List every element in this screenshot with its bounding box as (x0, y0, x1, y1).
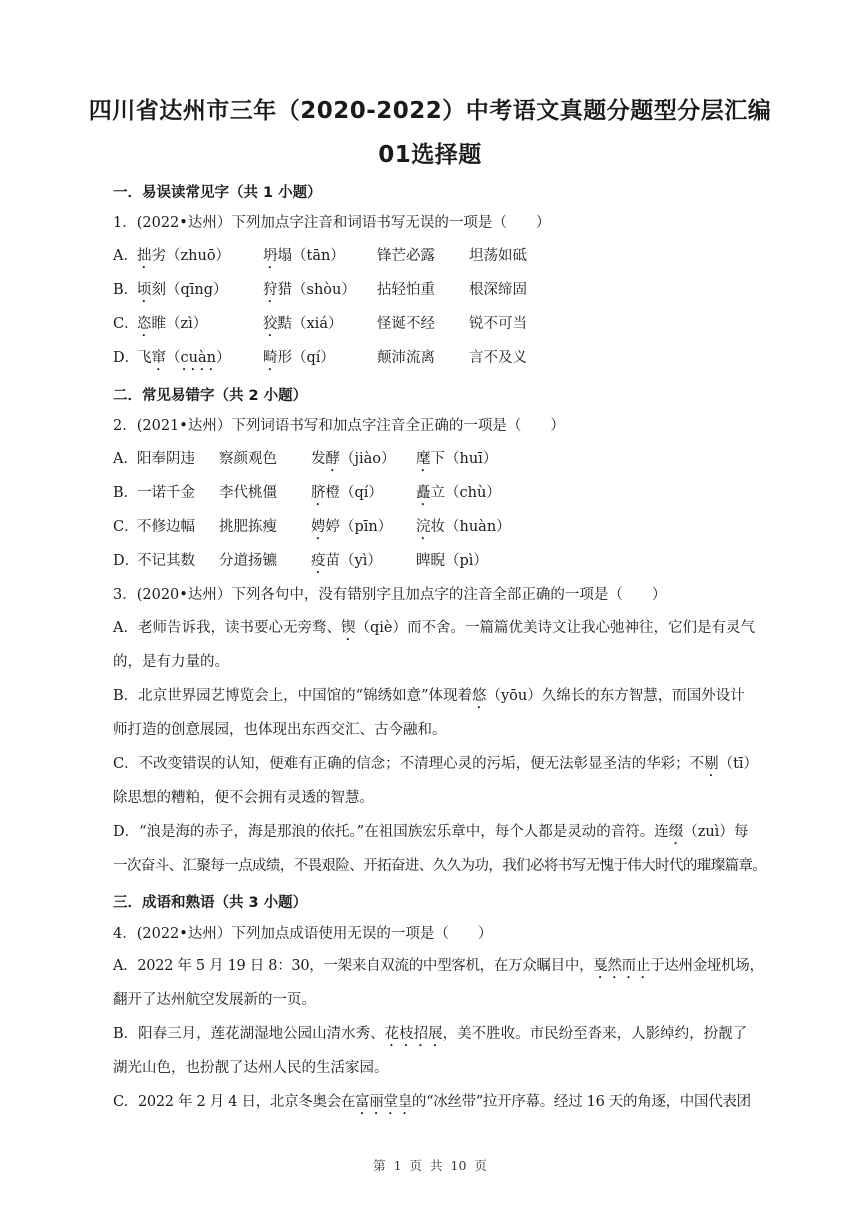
option-word-3: 怪诞不经 (377, 316, 435, 332)
option-word-1: 拙劣（zhuō） (137, 248, 231, 264)
option-label: C． (113, 519, 139, 535)
section-heading: 三．成语和熟语（共 3 小题） (113, 895, 308, 911)
q3-option-d-line2: 一次奋斗、汇聚每一点成绩，不畏艰险、开拓奋进、久久为功，我们必将书写无愧于伟大时代的璀璨篇章。 (113, 858, 767, 874)
document-subtitle: 01选择题 (378, 142, 482, 168)
q4-option-c-line1: C．2022 年 2 月 4 日，北京冬奥会在富丽堂皇的“冰丝带”拉开序幕。经过 16 天的角逐，中国代表团 (113, 1094, 751, 1110)
option-word-4: 锐不可当 (469, 316, 527, 332)
option-word-1: 阳奉阴违 (137, 451, 195, 467)
q3-option-d-line1: D．“浪是海的赤子，海是那浪的依托。”在祖国族宏乐章中，每个人都是灵动的音符。连缀（zuì）每 (113, 824, 749, 840)
q3-option-c-line1: C．不改变错误的认知，便难有正确的信念；不清理心灵的污垢，便无法彰显圣洁的华彩；不剔（tī） (113, 756, 759, 772)
option-word-1: 飞窜（cuàn） (137, 350, 231, 366)
option-word-1: 顷刻（qīng） (137, 282, 228, 298)
option-word-4: 言不及义 (469, 350, 527, 366)
option-word-2: 分道扬镳 (219, 553, 277, 569)
total-page-count: 10 (450, 1158, 467, 1173)
option-word-2: 狡黠（xiá） (263, 316, 343, 332)
footer-text: 页 (409, 1158, 423, 1173)
document-title: 四川省达州市三年（2020-2022）中考语文真题分题型分层汇编 (88, 98, 772, 124)
option-label: B． (113, 485, 139, 501)
option-label: A． (113, 248, 138, 264)
option-label: D． (113, 350, 140, 366)
option-label: A． (113, 451, 138, 467)
option-word-1: 恣睢（zì） (137, 316, 208, 332)
q3-option-a-line2: 的，是有力量的。 (113, 654, 229, 670)
section-heading: 一．易误读常见字（共 1 小题） (113, 185, 322, 201)
option-word-3: 锋芒必露 (377, 248, 435, 264)
q3-option-b-line1: B．北京世界园艺博览会上，中国馆的“锦绣如意”体现着悠（yōu）久绵长的东方智慧，而国外设计 (113, 688, 745, 704)
q4-option-a-line2: 翻开了达州航空发展新的一页。 (113, 992, 316, 1008)
question-stem: 3．(2020•达州）下列各句中，没有错别字且加点字的注音全部正确的一项是（ ） (113, 587, 667, 603)
option-word-4: 坦荡如砥 (469, 248, 527, 264)
option-word-2: 畸形（qí） (263, 350, 335, 366)
q4-option-b-line2: 湖光山色，也扮靓了达州人民的生活家园。 (113, 1060, 389, 1076)
q3-option-b-line2: 师打造的创意展园，也体现出东西交汇、古今融和。 (113, 722, 447, 738)
option-word-3: 娉婷（pīn） (311, 519, 393, 535)
q4-option-a-line1: A．2022 年 5 月 19 日 8：30，一架来自双流的中型客机，在万众瞩目中，戛然而止于达州金垭机场， (113, 958, 764, 974)
option-word-4: 睥睨（pì） (416, 553, 488, 569)
question-stem: 1．(2022•达州）下列加点字注音和词语书写无误的一项是（ ） (113, 215, 551, 231)
footer-text: 共 (430, 1158, 443, 1173)
q3-option-c-line2: 除思想的糟粕，便不会拥有灵透的智慧。 (113, 790, 374, 806)
option-label: B． (113, 282, 139, 298)
option-word-4: 矗立（chù） (416, 485, 501, 501)
section-heading: 二．常见易错字（共 2 小题） (113, 388, 308, 404)
option-word-1: 不记其数 (137, 553, 195, 569)
option-word-3: 拈轻怕重 (377, 282, 435, 298)
footer-text: 第 (373, 1158, 386, 1173)
option-word-4: 麾下（huī） (416, 451, 498, 467)
option-word-2: 挑肥拣瘦 (219, 519, 277, 535)
page-footer (0, 1156, 860, 1174)
option-word-1: 一诺千金 (137, 485, 195, 501)
current-page-number: 1 (393, 1158, 402, 1173)
option-word-3: 疫苗（yì） (311, 553, 382, 569)
option-word-3: 发酵（jiào） (311, 451, 396, 467)
option-label: D． (113, 553, 140, 569)
question-stem: 2．(2021•达州）下列词语书写和加点字注音全正确的一项是（ ） (113, 418, 565, 434)
q3-option-a-line1: A．老师告诉我，读书要心无旁骛、锲（qiè）而不舍。一篇篇优美诗文让我心弛神往，它们是有灵气 (113, 620, 755, 636)
option-word-2: 狩猎（shòu） (263, 282, 356, 298)
option-label: C． (113, 316, 139, 332)
option-word-3: 脐橙（qí） (311, 485, 383, 501)
option-word-2: 李代桃僵 (219, 485, 277, 501)
q4-option-b-line1: B．阳春三月，莲花湖湿地公园山清水秀、花枝招展，美不胜收。市民纷至沓来，人影绰约，扮靓了 (113, 1026, 748, 1042)
option-word-2: 坍塌（tān） (263, 248, 345, 264)
question-stem: 4．(2022•达州）下列加点成语使用无误的一项是（ ） (113, 926, 493, 942)
option-word-3: 颠沛流离 (377, 350, 435, 366)
option-word-4: 根深缔固 (469, 282, 527, 298)
option-word-2: 察颜观色 (219, 451, 277, 467)
option-word-4: 浣妆（huàn） (416, 519, 511, 535)
option-word-1: 不修边幅 (137, 519, 195, 535)
footer-text: 页 (474, 1158, 487, 1173)
